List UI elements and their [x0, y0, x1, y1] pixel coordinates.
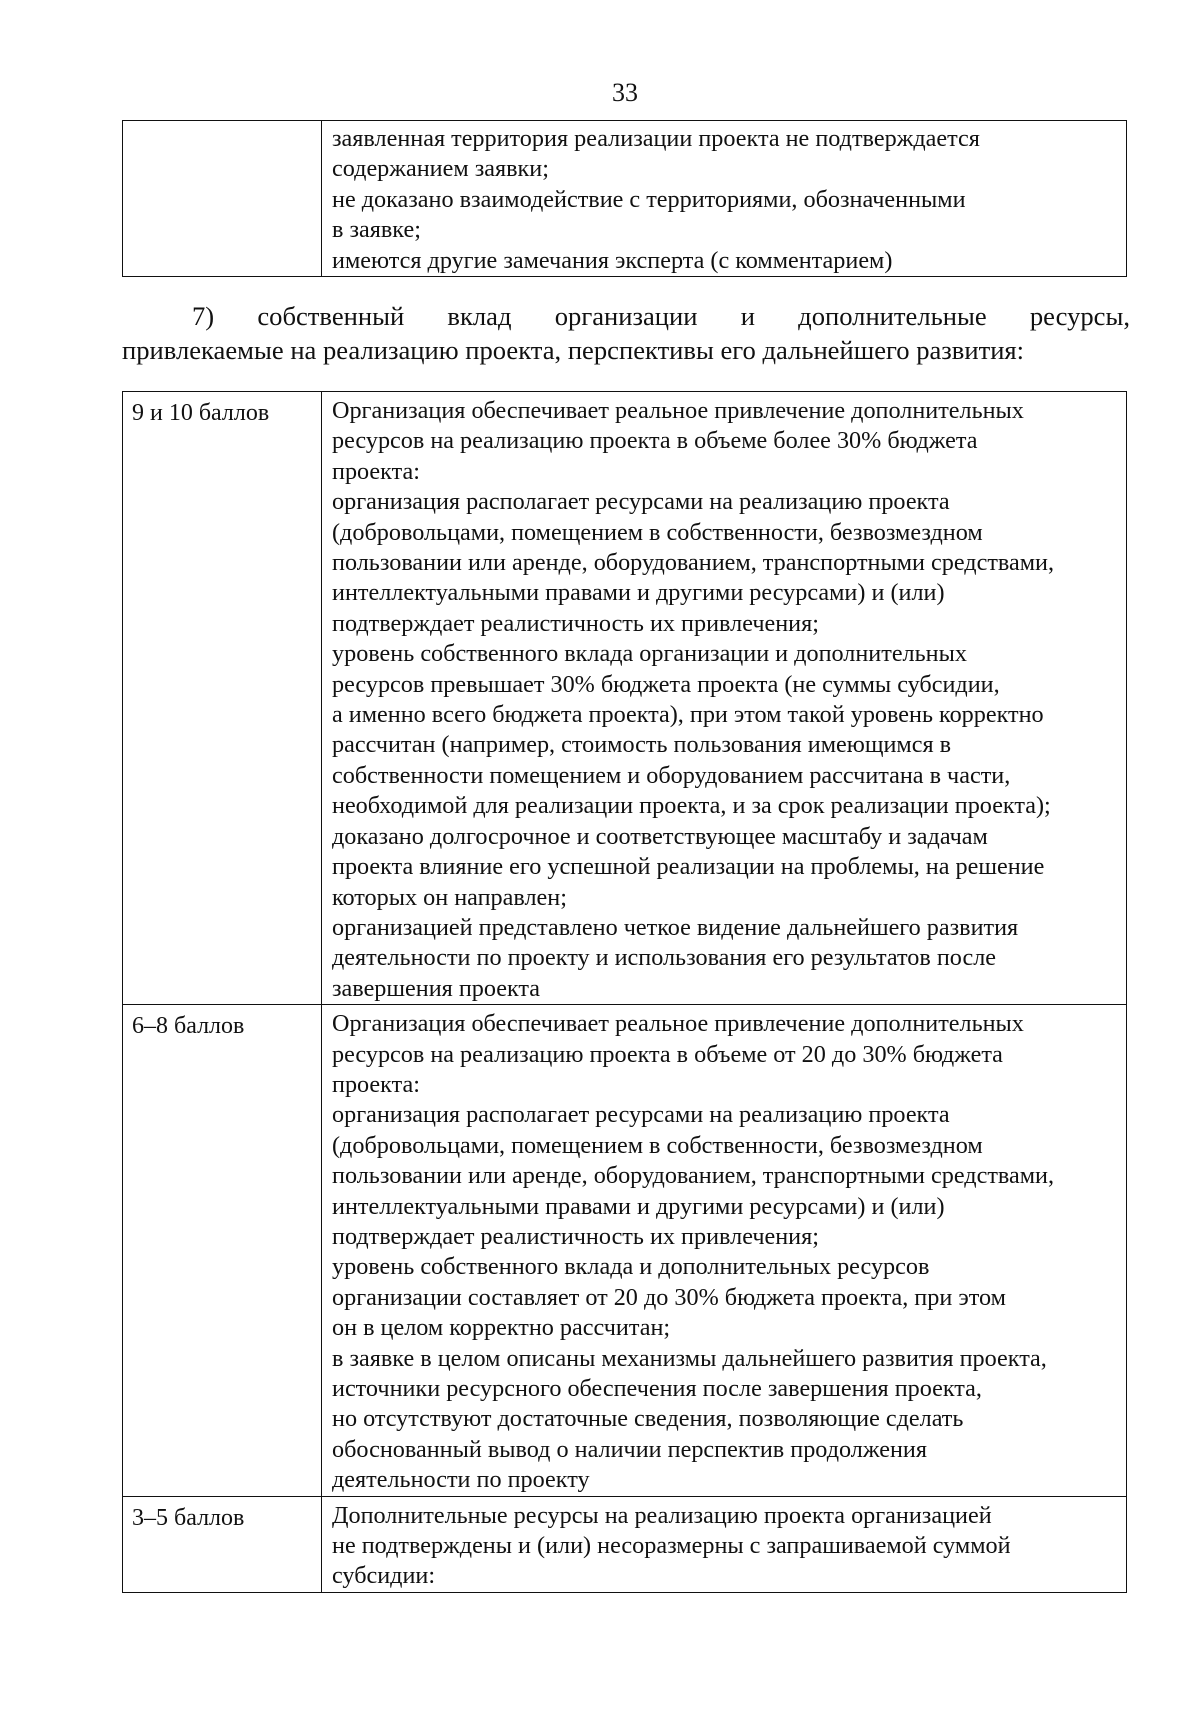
- criteria-text-line: деятельности по проекту: [332, 1466, 590, 1494]
- criteria-text-line: пользовании или аренде, оборудованием, транспортными средствами,: [332, 549, 1055, 577]
- criteria-text-line: субсидии:: [332, 1562, 436, 1590]
- criteria-text-line: проекта влияние его успешной реализации на проблемы, на решение: [332, 853, 1045, 881]
- criteria-text-line: ресурсов превышает 30% бюджета проекта (не суммы субсидии,: [332, 670, 1000, 698]
- table-row: [123, 392, 1127, 1005]
- criteria-text-line: в заявке;: [332, 216, 421, 244]
- criteria-table-continued: [122, 120, 1127, 277]
- criteria-text-line: интеллектуальными правами и другими ресурсами) и (или): [332, 579, 945, 607]
- criteria-text-line: уровень собственного вклада организации и дополнительных: [332, 640, 967, 668]
- criteria-text-line: деятельности по проекту и использования его результатов после: [332, 944, 997, 972]
- criteria-text-line: организацией представлено четкое видение дальнейшего развития: [332, 913, 1019, 941]
- criteria-text-line: проекта:: [332, 457, 420, 485]
- table-row: [123, 1496, 1127, 1592]
- score-cell: 6–8 баллов: [123, 1005, 322, 1497]
- criteria-text-line: организация располагает ресурсами на реализацию проекта: [332, 1101, 950, 1129]
- criteria-text-line: собственности помещением и оборудованием рассчитана в части,: [332, 761, 1011, 789]
- criteria-description: [322, 392, 1127, 1005]
- criteria-text-line: которых он направлен;: [332, 883, 567, 911]
- criteria-text-line: ресурсов на реализацию проекта в объеме от 20 до 30% бюджета: [332, 1040, 1003, 1068]
- section-heading-line: 7) собственный вклад организации и дополнительные ресурсы,: [192, 301, 1130, 331]
- criteria-text-line: не доказано взаимодействие с территориями, обозначенными: [332, 185, 966, 213]
- criteria-text-line: (добровольцами, помещением в собственности, безвозмездном: [332, 1131, 983, 1159]
- criteria-text-line: рассчитан (например, стоимость пользования имеющимся в: [332, 731, 952, 759]
- criteria-text-line: обоснованный вывод о наличии перспектив продолжения: [332, 1435, 927, 1463]
- section-heading: [122, 299, 1130, 367]
- criteria-text-line: заявленная территория реализации проекта не подтверждается: [332, 125, 980, 152]
- criteria-text-line: ресурсов на реализацию проекта в объеме более 30% бюджета: [332, 427, 978, 455]
- criteria-text-line: имеются другие замечания эксперта (с комментарием): [332, 246, 893, 274]
- criteria-text-line: необходимой для реализации проекта, и за срок реализации проекта);: [332, 792, 1051, 820]
- criteria-text-line: в заявке в целом описаны механизмы дальнейшего развития проекта,: [332, 1344, 1047, 1372]
- criteria-text-line: но отсутствуют достаточные сведения, позволяющие сделать: [332, 1405, 964, 1433]
- criteria-table: [122, 391, 1127, 1593]
- criteria-text-line: источники ресурсного обеспечения после завершения проекта,: [332, 1375, 982, 1402]
- criteria-text-line: подтверждает реалистичность их привлечения;: [332, 1222, 819, 1250]
- criteria-text-line: Организация обеспечивает реальное привлечение дополнительных: [332, 397, 1024, 424]
- criteria-text-line: уровень собственного вклада и дополнительных ресурсов: [332, 1253, 930, 1281]
- criteria-text-line: завершения проекта: [332, 974, 541, 1002]
- criteria-description: [322, 1496, 1127, 1592]
- criteria-text-line: доказано долгосрочное и соответствующее масштабу и задачам: [332, 822, 988, 850]
- criteria-text-line: подтверждает реалистичность их привлечения;: [332, 609, 819, 637]
- criteria-text-line: Дополнительные ресурсы на реализацию проекта организацией: [332, 1501, 992, 1529]
- criteria-text-line: пользовании или аренде, оборудованием, транспортными средствами,: [332, 1162, 1055, 1190]
- section-heading-line: привлекаемые на реализацию проекта, перспективы его дальнейшего развития:: [122, 335, 1025, 365]
- criteria-text-line: проекта:: [332, 1070, 420, 1098]
- page-number: 33: [612, 78, 638, 107]
- criteria-text-line: содержанием заявки;: [332, 155, 549, 183]
- criteria-text-line: а именно всего бюджета проекта), при этом такой уровень корректно: [332, 701, 1044, 729]
- table-row: [123, 1005, 1127, 1497]
- criteria-text-line: не подтверждены и (или) несоразмерны с запрашиваемой суммой: [332, 1532, 1011, 1560]
- criteria-text-line: организация располагает ресурсами на реализацию проекта: [332, 488, 950, 516]
- criteria-text-line: (добровольцами, помещением в собственности, безвозмездном: [332, 518, 983, 546]
- table-row: [123, 121, 1127, 277]
- criteria-description: [322, 121, 1127, 277]
- criteria-description: [322, 1005, 1127, 1497]
- criteria-text-line: Организация обеспечивает реальное привлечение дополнительных: [332, 1010, 1024, 1038]
- criteria-text-line: интеллектуальными правами и другими ресурсами) и (или): [332, 1192, 945, 1220]
- criteria-text-line: организации составляет от 20 до 30% бюджета проекта, при этом: [332, 1283, 1006, 1311]
- score-cell-empty: [123, 121, 322, 277]
- score-cell: 9 и 10 баллов: [123, 392, 322, 1005]
- score-cell: 3–5 баллов: [123, 1496, 322, 1592]
- criteria-text-line: он в целом корректно рассчитан;: [332, 1314, 671, 1342]
